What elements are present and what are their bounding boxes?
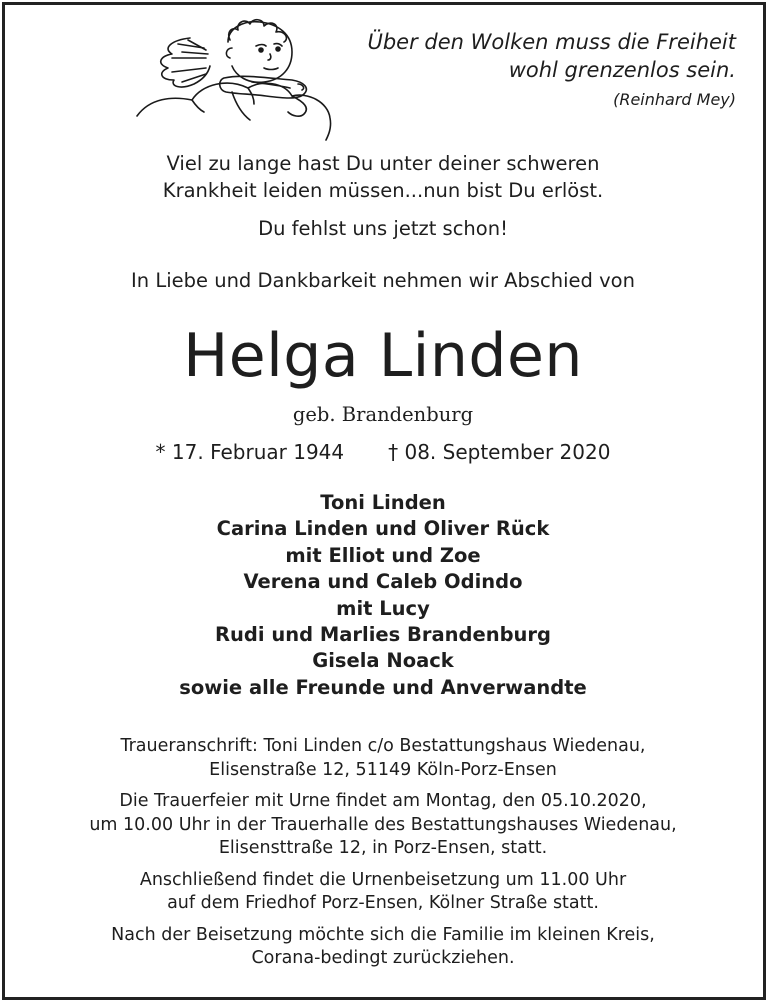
note-line: Die Trauerfeier mit Urne findet am Montag, den 05.10.2020, bbox=[119, 791, 647, 811]
note-line: Nach der Beisetzung möchte sich die Familie im kleinen Kreis, bbox=[111, 924, 655, 945]
birth-date: * 17. Februar 1944 bbox=[155, 440, 345, 464]
mourner-line: sowie alle Freunde und Anverwandte bbox=[179, 675, 587, 699]
burial-info bbox=[0, 869, 766, 916]
note-line: Elisensttraße 12, in Porz-Ensen, statt. bbox=[218, 838, 548, 858]
mourner-line: mit Lucy bbox=[336, 596, 430, 620]
note-line: Elisenstraße 12, 51149 Köln-Porz-Ensen bbox=[209, 759, 557, 780]
mourner-line: Toni Linden bbox=[320, 491, 446, 514]
angel-on-cloud-illustration bbox=[132, 18, 342, 143]
intro-line: Viel zu lange hast Du unter deiner schweren bbox=[166, 152, 600, 175]
family-note bbox=[0, 924, 766, 971]
farewell-text: In Liebe und Dankbarkeit nehmen wir Abschied von bbox=[131, 269, 635, 292]
maiden-name: geb. Brandenburg bbox=[292, 403, 474, 426]
quote-line: wohl grenzenlos sein. bbox=[508, 58, 736, 82]
mourner-line: Rudi und Marlies Brandenburg bbox=[214, 623, 551, 647]
death-date: † 08. September 2020 bbox=[388, 440, 611, 464]
note-line: Anschließend findet die Urnenbeisetzung um 11.00 Uhr bbox=[139, 869, 627, 890]
mourner-line: Verena und Caleb Odindo bbox=[243, 570, 523, 594]
mourner-line: Gisela Noack bbox=[312, 649, 454, 673]
notes-block bbox=[0, 735, 766, 979]
quote-block bbox=[367, 28, 736, 112]
note-line: Corana-bedingt zurückziehen. bbox=[251, 948, 515, 968]
note-line: auf dem Friedhof Porz-Ensen, Kölner Straße statt. bbox=[167, 893, 599, 913]
mourner-line: Carina Linden und Oliver Rück bbox=[216, 517, 550, 541]
ceremony-info bbox=[0, 790, 766, 861]
mourning-address bbox=[0, 735, 766, 782]
mourners-list bbox=[0, 490, 766, 701]
note-line: um 10.00 Uhr in der Trauerhalle des Bestattungshauses Wiedenau, bbox=[89, 814, 677, 835]
quote-author: (Reinhard Mey) bbox=[613, 90, 736, 109]
life-dates bbox=[0, 438, 766, 466]
mourner-line: mit Elliot und Zoe bbox=[285, 543, 481, 567]
miss-text: Du fehlst uns jetzt schon! bbox=[258, 217, 508, 240]
deceased-name: Helga Linden bbox=[183, 321, 583, 391]
intro-text bbox=[0, 150, 766, 204]
note-line: Traueranschrift: Toni Linden c/o Bestattungshaus Wiedenau, bbox=[120, 736, 646, 756]
quote-line: Über den Wolken muss die Freiheit bbox=[367, 30, 736, 54]
intro-line: Krankheit leiden müssen...nun bist Du erlöst. bbox=[162, 179, 604, 202]
